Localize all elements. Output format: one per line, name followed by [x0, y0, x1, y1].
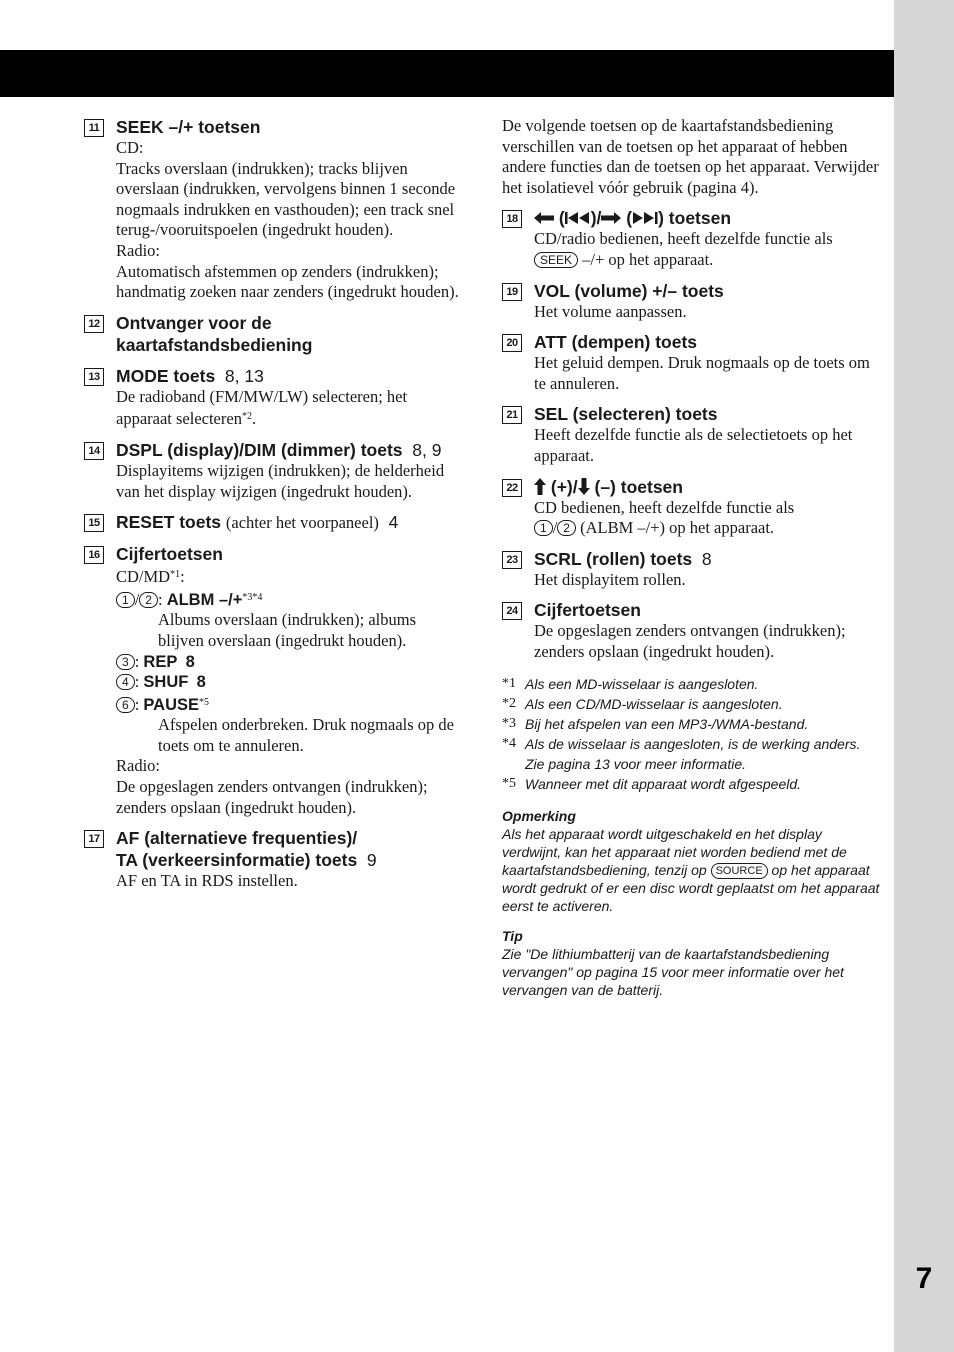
note-opmerking [502, 807, 882, 915]
item-title: ATT (dempen) toets [534, 332, 698, 353]
key-2: 2 [557, 520, 576, 536]
item-number: 23 [502, 551, 522, 569]
item-number-buttons-remote [502, 599, 882, 662]
item-volume [502, 280, 882, 323]
item-title: SEL (selecteren) toets [534, 404, 718, 425]
text-part: ( [558, 208, 565, 229]
text-part: CD bedienen, heeft dezelfde functie als [534, 497, 795, 517]
item-description: Het geluid dempen. Druk nogmaals op de toets om te annuleren. [534, 353, 870, 393]
arrow-down-icon [578, 478, 590, 495]
text-part: . [251, 409, 257, 429]
page-ref: 8, 9 [412, 439, 442, 460]
albm-row [116, 588, 464, 611]
note-text [502, 825, 882, 915]
text-part: op het apparaat wordt gedrukt of er een disc wordt geplaatst om het apparaat eerst te activeren. [502, 861, 880, 914]
item-number-buttons [84, 543, 464, 818]
item-title-row [534, 476, 882, 498]
item-number: 18 [502, 210, 522, 228]
footnote-text: Bij het afspelen van een MP3-/WMA-bestand. [525, 715, 809, 732]
item-title-row [534, 548, 882, 570]
item-scrl [502, 548, 882, 591]
next-track-icon [632, 212, 658, 224]
item-description: Heeft dezelfde functie als de selectietoets op het apparaat. [534, 425, 853, 465]
item-number: 13 [84, 368, 104, 386]
text-part: De radioband (FM/MW/LW) selecteren; het apparaat selecteren [116, 386, 408, 429]
item-title-row [534, 207, 882, 229]
footnote [502, 735, 882, 775]
key-6: 6 [116, 697, 135, 713]
item-number: 19 [502, 283, 522, 301]
text-part: CD/MD [116, 567, 171, 587]
cd-label: CD: [116, 138, 144, 157]
item-number: 24 [502, 602, 522, 620]
item-number: 14 [84, 442, 104, 460]
item-title: SCRL (rollen) toets [534, 548, 693, 569]
item-number: 15 [84, 514, 104, 532]
item-title-line1: Ontvanger voor de [116, 312, 272, 333]
item-title: RESET toets [116, 512, 222, 533]
albm-description: Albums overslaan (indrukken); albums blijven overslaan (ingedrukt houden). [158, 610, 416, 650]
text-part: Als het apparaat wordt uitgeschakeld en het display verdwijnt, kan het apparaat niet worden bediend met de kaartafstandsbediening, tenzij op [502, 825, 847, 878]
text-part: : [157, 589, 163, 609]
item-number: 20 [502, 334, 522, 352]
footnote-text: Als een CD/MD-wisselaar is aangesloten. [525, 695, 783, 712]
text-part: CD/radio bedienen, heeft dezelfde functie als [534, 229, 833, 249]
note-title: Opmerking [502, 807, 576, 824]
header-bar [0, 50, 894, 97]
footnote [502, 695, 882, 715]
text-part: ) toetsen [658, 208, 732, 229]
item-seek [84, 116, 464, 303]
note-tip [502, 927, 882, 999]
item-title-row [116, 365, 464, 387]
footnote-mark: *5 [502, 775, 516, 791]
right-column [502, 116, 882, 999]
item-title: VOL (volume) +/– toets [534, 280, 724, 301]
item-number: 22 [502, 479, 522, 497]
source-key: SOURCE [711, 863, 768, 879]
key-1: 1 [116, 592, 135, 608]
item-title: MODE toets [116, 365, 216, 386]
key-3: 3 [116, 654, 135, 670]
cdmd-label [116, 565, 464, 588]
footnote-ref: *2 [241, 411, 252, 423]
item-description [534, 498, 882, 539]
tip-text: Zie "De lithiumbatterij van de kaartafstandsbediening vervangen" op pagina 15 voor meer informatie over het vervangen van de batterij. [502, 945, 844, 998]
item-af-ta [84, 827, 464, 892]
item-title: Cijfertoetsen [116, 544, 223, 565]
item-description: AF en TA in RDS instellen. [116, 871, 298, 891]
item-title-line2: kaartafstandsbediening [116, 334, 313, 355]
shuf-row: 4 : SHUF 8 [116, 672, 464, 693]
page-ref: 8 [196, 673, 206, 692]
text-part: / [134, 589, 140, 609]
radio-description: Automatisch afstemmen op zenders (indrukken); handmatig zoeken naar zenders (ingedrukt houden). [116, 261, 459, 302]
albm-label: ALBM –/+ [166, 590, 243, 609]
text-part: / [552, 518, 558, 538]
item-dspl [84, 439, 464, 502]
item-prev-next [502, 207, 882, 270]
side-strip [894, 0, 954, 1352]
key-1: 1 [534, 520, 553, 536]
item-title-row [116, 849, 464, 871]
item-description: Het volume aanpassen. [534, 301, 687, 321]
radio-label: Radio: [116, 756, 160, 776]
footnote-mark: *4 [502, 735, 516, 751]
item-title: SEEK –/+ toetsen [116, 117, 261, 137]
footnote-mark: *3 [502, 715, 516, 731]
item-title-line2: TA (verkeersinformatie) toets [116, 850, 358, 871]
footnote [502, 775, 882, 795]
intro-paragraph: De volgende toetsen op de kaartafstandsbediening verschillen van de toetsen op het apparaat of hebben andere functies dan de toetsen op het apparaat. Verwijder het isolatievel vóór gebruik (pagina 4). [502, 116, 879, 197]
seek-key: SEEK [534, 252, 578, 268]
item-number: 11 [84, 119, 104, 137]
item-number: 17 [84, 830, 104, 848]
item-description [534, 229, 882, 270]
footnotes [502, 675, 882, 795]
key-2: 2 [139, 592, 158, 608]
footnote-ref: *1 [170, 569, 181, 581]
pause-label: PAUSE [143, 695, 200, 714]
rep-row: 3 : REP 8 [116, 652, 464, 673]
page-ref: 4 [388, 512, 399, 533]
item-up-down [502, 476, 882, 539]
page-number: 7 [915, 1262, 933, 1295]
rep-label: REP [143, 652, 178, 671]
footnote-text: Als de wisselaar is aangesloten, is de werking anders. Zie pagina 13 voor meer informatie. [525, 735, 861, 772]
text-part: )/ [590, 208, 602, 229]
item-title-row [116, 439, 464, 461]
text-part: : [180, 567, 185, 587]
item-title: DSPL (display)/DIM (dimmer) toets [116, 439, 403, 460]
page-ref: 8, 13 [224, 365, 264, 386]
text-part: (–) toetsen [594, 476, 683, 497]
arrow-up-icon [534, 478, 546, 495]
item-description: De opgeslagen zenders ontvangen (indrukken); zenders opslaan (ingedrukt houden). [534, 621, 846, 661]
item-description [116, 387, 464, 430]
item-att [502, 331, 882, 394]
text-part: –/+ op het apparaat. [582, 249, 714, 269]
footnote-mark: *1 [502, 675, 516, 691]
pause-row: 6 : PAUSE$^{*5}$ [116, 693, 464, 716]
radio-description: De opgeslagen zenders ontvangen (indrukken); zenders opslaan (ingedrukt houden). [116, 777, 428, 817]
item-title-line1: AF (alternatieve frequenties)/ [116, 828, 358, 849]
text-part: (+)/ [550, 476, 578, 497]
arrow-right-icon [601, 212, 621, 224]
shuf-label: SHUF [143, 673, 189, 692]
tip-title: Tip [502, 927, 523, 944]
footnote-ref: *3*4 [242, 591, 263, 603]
item-title-row [116, 511, 464, 534]
page-ref: 8 [701, 548, 712, 569]
item-number: 21 [502, 406, 522, 424]
item-description: Displayitems wijzigen (indrukken); de helderheid van het display wijzigen (ingedrukt houden). [116, 460, 445, 501]
item-title: Cijfertoetsen [534, 600, 641, 621]
text-part: (ALBM –/+) op het apparaat. [580, 518, 775, 538]
arrow-left-icon [534, 212, 554, 224]
footnote [502, 675, 882, 695]
footnote-text: Als een MD-wisselaar is aangesloten. [525, 675, 759, 692]
page-ref: 9 [366, 850, 377, 871]
footnote-mark: *2 [502, 695, 516, 711]
item-sel [502, 403, 882, 466]
item-receiver [84, 312, 464, 356]
cd-description: Tracks overslaan (indrukken); tracks blijven overslaan (indrukken, vervolgens binnen 1 seconde nogmaals indrukken en vasthouden); een track snel terug-/vooruitspoelen (ingedrukt houden). [116, 158, 456, 240]
item-reset [84, 511, 464, 534]
item-mode [84, 365, 464, 430]
footnote-ref: *5 [199, 696, 210, 708]
page-ref: 8 [185, 652, 195, 671]
item-note: (achter het voorpaneel) [225, 513, 379, 533]
footnote [502, 715, 882, 735]
item-number: 16 [84, 546, 104, 564]
footnote-text: Wanneer met dit apparaat wordt afgespeeld. [525, 775, 802, 792]
key-4: 4 [116, 674, 135, 690]
left-column [84, 116, 464, 901]
previous-track-icon [565, 212, 591, 224]
text-part: ( [626, 208, 633, 229]
item-number: 12 [84, 315, 104, 333]
item-description: Het displayitem rollen. [534, 569, 686, 589]
pause-description: Afspelen onderbreken. Druk nogmaals op de toets om te annuleren. [158, 715, 454, 755]
radio-label: Radio: [116, 240, 160, 260]
